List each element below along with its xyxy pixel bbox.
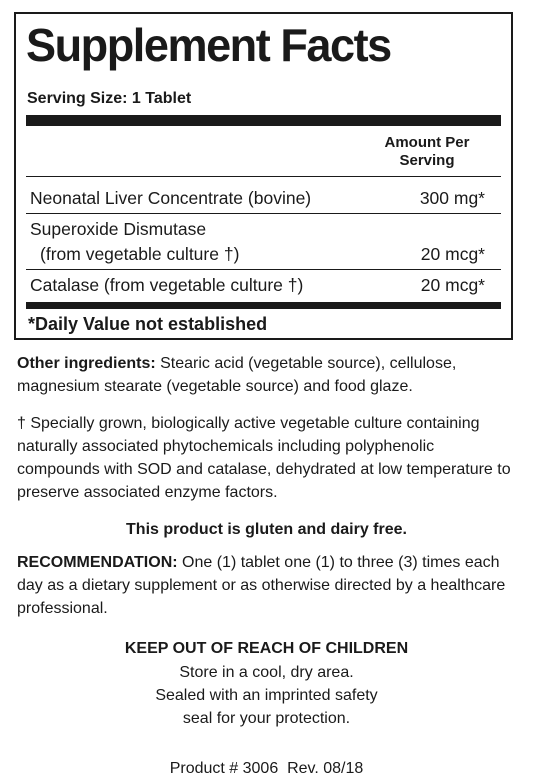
seal-line-2: seal for your protection. (182, 710, 351, 727)
other-ingredients-heading: Other ingredients: (17, 355, 156, 372)
facts-title: Supplement Facts (26, 19, 391, 71)
ingredient-name: Neonatal Liver Concentrate (bovine) (30, 188, 312, 208)
recommendation-heading: RECOMMENDATION: (17, 554, 178, 571)
row-divider (26, 213, 501, 214)
dagger-note: † Specially grown, biologically active vegetable culture containing naturally associated phytochemicals including polyphenolic compounds with SOD and catalase, dehydrated at low temperature to preserve associated enzyme factors. (17, 415, 511, 501)
daily-value-note: *Daily Value not established (28, 314, 268, 334)
amount-header-line2: Serving (399, 152, 455, 169)
ingredient-name: Superoxide Dismutase (30, 219, 207, 239)
recommendation (17, 551, 517, 620)
other-ingredients-text: Stearic acid (vegetable source), cellulose, magnesium stearate (vegetable source) and food glaze. (17, 355, 457, 395)
ingredient-name: Catalase (from vegetable culture †) (30, 275, 304, 295)
recommendation-text: One (1) tablet one (1) to three (3) times each day as a dietary supplement or as otherwise directed by a healthcare professional. (17, 554, 506, 617)
other-ingredients (17, 352, 517, 398)
supplement-facts-panel (14, 12, 513, 340)
row-divider (26, 269, 501, 270)
ingredient-amount: 20 mcg* (420, 275, 485, 295)
header-divider (26, 176, 501, 177)
storage-line: Store in a cool, dry area. (179, 664, 354, 681)
gluten-free-note: This product is gluten and dairy free. (126, 521, 407, 538)
ingredient-amount: 20 mcg* (420, 244, 485, 264)
thick-divider-bottom (26, 302, 501, 309)
thick-divider-top (26, 115, 501, 126)
seal-line: Sealed with an imprinted safety (155, 687, 378, 704)
ingredient-amount: 300 mg* (419, 188, 485, 208)
amount-per-serving-header (367, 134, 487, 170)
amount-header-line1: Amount Per (384, 134, 470, 151)
serving-size: Serving Size: 1 Tablet (27, 90, 192, 107)
ingredient-name-line2: (from vegetable culture †) (40, 244, 240, 264)
keep-out-of-reach-heading: KEEP OUT OF REACH OF CHILDREN (124, 640, 409, 657)
product-info: Product # 3006 Rev. 08/18 (169, 760, 364, 777)
